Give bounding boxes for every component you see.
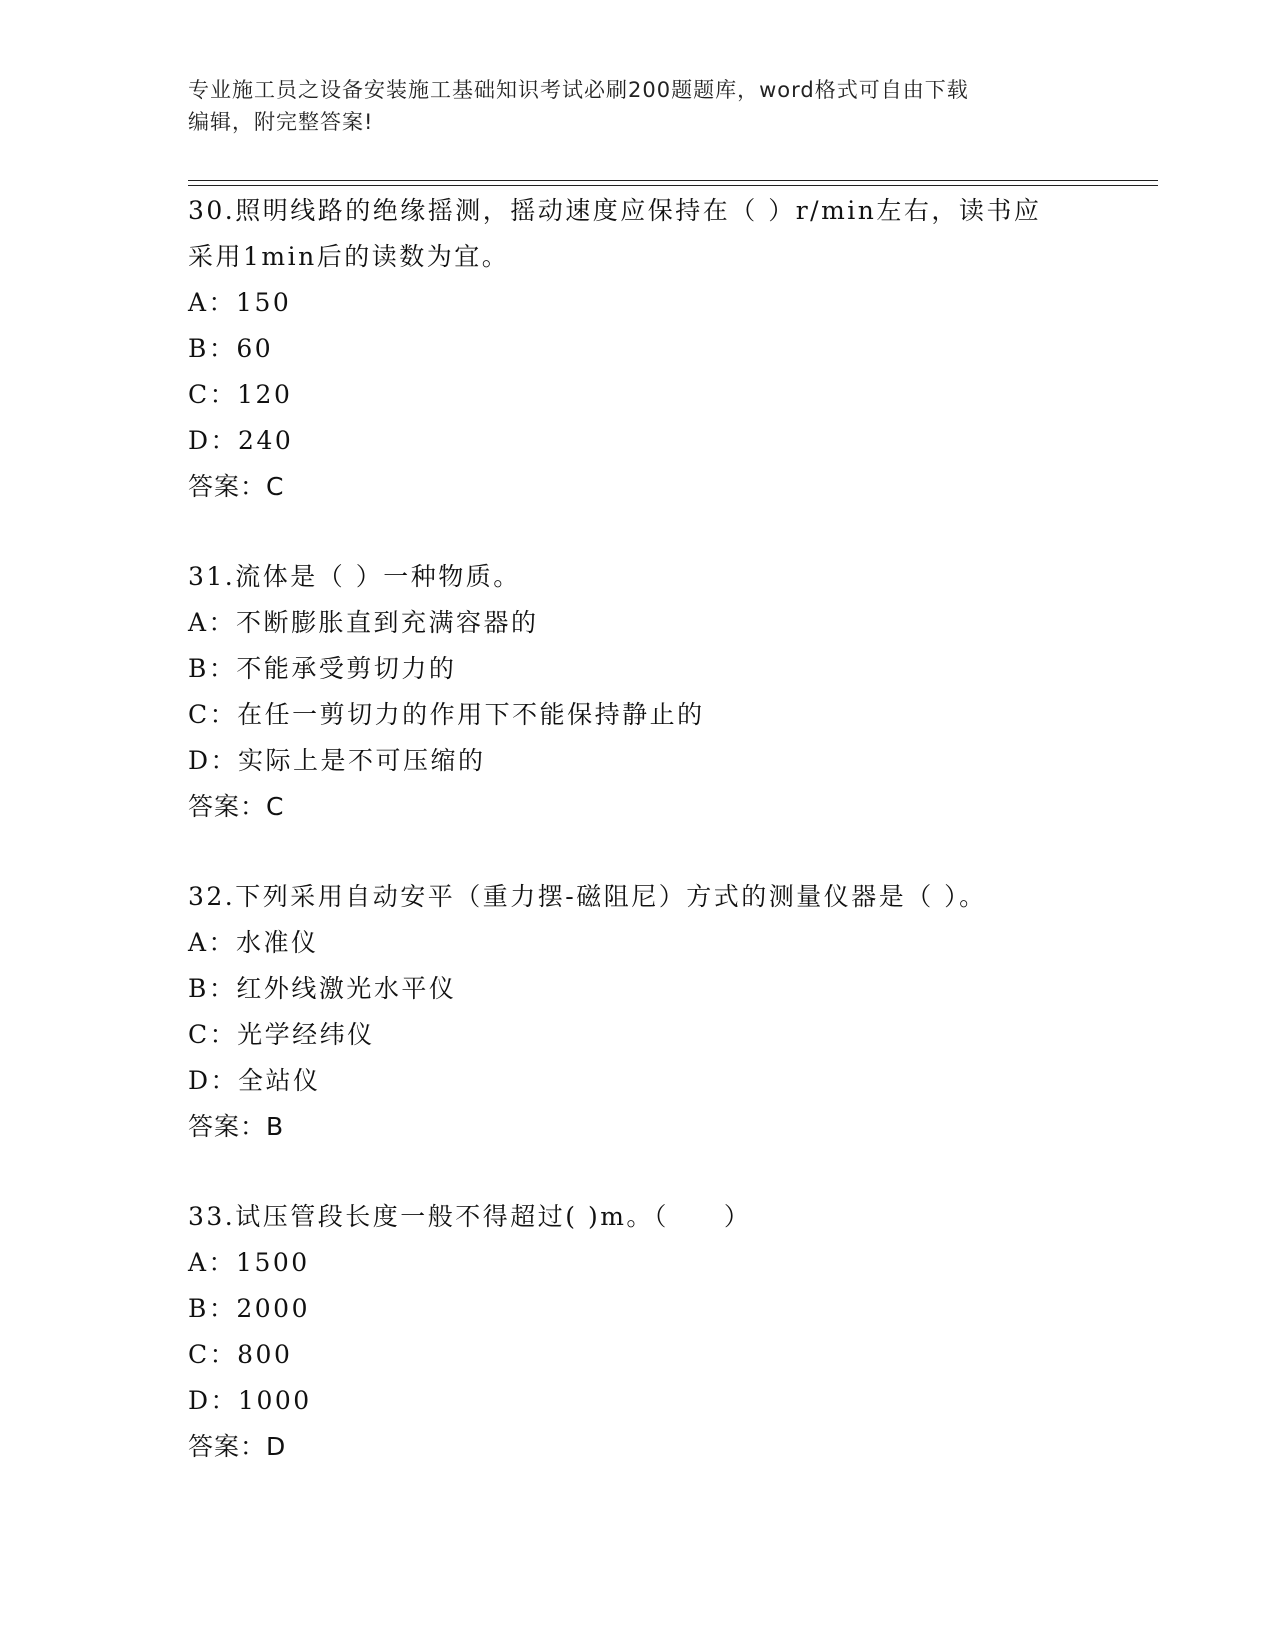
question-stem: 33.试压管段长度一般不得超过( )m。（ ） (188, 1202, 752, 1231)
question-30 (188, 188, 1088, 510)
question-stem: 30.照明线路的绝缘摇测，摇动速度应保持在（ ）r/min左右，读书应 (188, 196, 1042, 225)
question-32 (188, 874, 1088, 1150)
option-c: C：在任一剪切力的作用下不能保持静止的 (188, 700, 705, 729)
answer: 答案：C (188, 792, 285, 821)
option-a: A：水准仪 (188, 928, 319, 957)
question-33 (188, 1194, 1088, 1470)
option-c: C：120 (188, 380, 293, 409)
header-divider-top (188, 180, 1158, 181)
option-a: A：1500 (188, 1248, 310, 1277)
option-d: D：全站仪 (188, 1066, 321, 1095)
option-b: B：2000 (188, 1294, 310, 1323)
option-d: D：1000 (188, 1386, 312, 1415)
option-a: A：150 (188, 288, 292, 317)
option-c: C：800 (188, 1340, 293, 1369)
answer: 答案：B (188, 1112, 285, 1141)
header-divider-bottom (188, 185, 1158, 186)
question-stem: 32.下列采用自动安平（重力摆-磁阻尼）方式的测量仪器是（ ）。 (188, 882, 987, 911)
option-b: B：红外线激光水平仪 (188, 974, 457, 1003)
option-a: A：不断膨胀直到充满容器的 (188, 608, 539, 637)
option-b: B：60 (188, 334, 274, 363)
header-line-2: 编辑，附完整答案! (188, 110, 374, 134)
answer: 答案：C (188, 472, 285, 501)
question-stem-continued: 采用1min后的读数为宜。 (188, 242, 510, 271)
answer: 答案：D (188, 1432, 287, 1461)
option-c: C：光学经纬仪 (188, 1020, 375, 1049)
option-d: D：240 (188, 426, 294, 455)
header-line-1: 专业施工员之设备安装施工基础知识考试必刷200题题库，word格式可自由下载 (188, 78, 969, 102)
document-header (188, 74, 1088, 138)
option-d: D：实际上是不可压缩的 (188, 746, 486, 775)
question-stem: 31.流体是（ ）一种物质。 (188, 562, 521, 591)
question-31 (188, 554, 1088, 830)
option-b: B：不能承受剪切力的 (188, 654, 457, 683)
